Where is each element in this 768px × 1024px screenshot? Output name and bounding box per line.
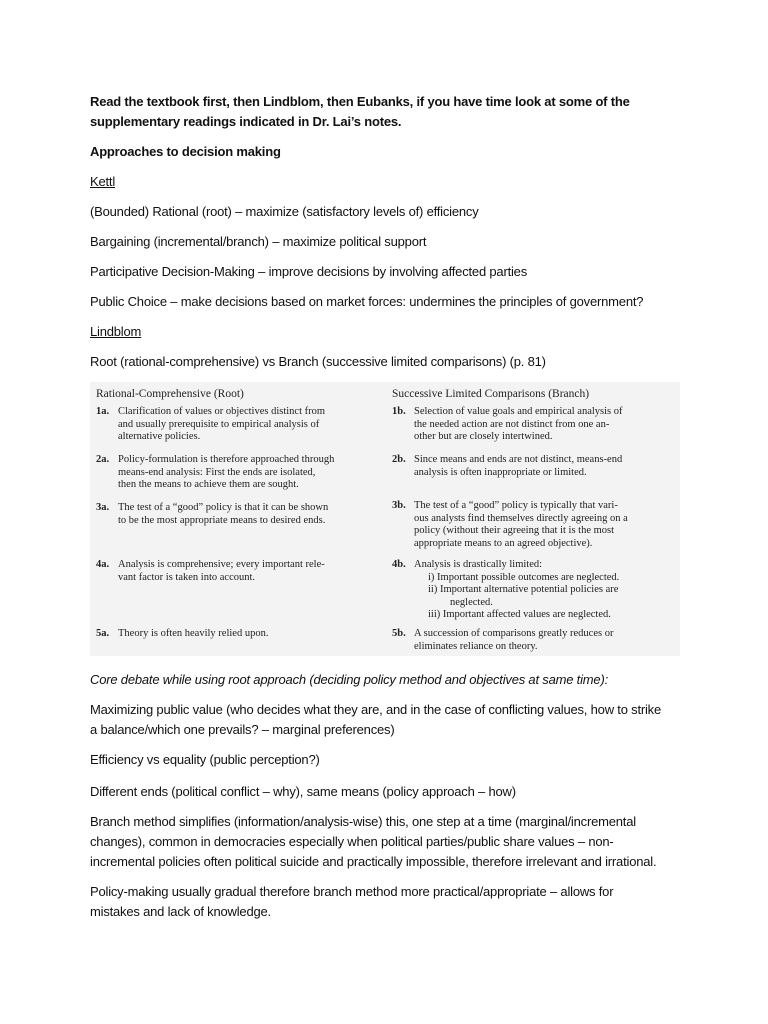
paragraph-line: Policy-making usually gradual therefore branch method more practical/appropriate – allows for	[90, 884, 614, 899]
item-line: The test of a “good” policy is that it can be shown	[118, 502, 329, 513]
core-debate-heading: Core debate while using root approach (deciding policy method and objectives at same time):	[90, 672, 608, 687]
item-line: eliminates reliance on theory.	[414, 640, 538, 652]
root-column-header: Rational-Comprehensive (Root)	[96, 388, 244, 400]
item-number: 1a.	[96, 406, 110, 417]
branch-method-paragraph	[90, 812, 690, 872]
item-line: means-end analysis: First the ends are isolated,	[118, 466, 316, 478]
branch-item	[392, 454, 674, 479]
root-item	[96, 502, 376, 527]
paragraph-line: Maximizing public value (who decides what they are, and in the case of conflicting values, how to strike	[90, 702, 662, 717]
item-number: 5a.	[96, 628, 110, 639]
item-line: Analysis is comprehensive; every important rele-	[118, 559, 325, 570]
item-subline: iii) Important affected values are neglected.	[428, 609, 611, 620]
item-line: alternative policies.	[118, 431, 201, 442]
paragraph-line: incremental policies often political suicide and practically impossible, therefore irrelevant and irrational.	[90, 854, 657, 869]
branch-item	[392, 500, 674, 550]
item-line: and usually prerequisite to empirical analysis of	[118, 418, 320, 430]
item-line: A succession of comparisons greatly reduces or	[414, 628, 614, 639]
item-number: 2a.	[96, 454, 110, 465]
item-line: Policy-formulation is therefore approached through	[118, 454, 335, 465]
kettl-item-participative: Participative Decision-Making – improve decisions by involving affected parties	[90, 264, 528, 279]
item-number: 5b.	[392, 628, 406, 639]
paragraph-line: changes), common in democracies especially when political parties/public share values – non-	[90, 834, 614, 849]
item-number: 3b.	[392, 500, 406, 511]
root-item	[96, 628, 376, 641]
item-line: then the means to achieve them are sought.	[118, 479, 299, 490]
kettl-item-bargaining: Bargaining (incremental/branch) – maximize political support	[90, 234, 427, 249]
paragraph-line: Branch method simplifies (information/analysis-wise) this, one step at a time (marginal/incremental	[90, 814, 636, 829]
item-line: Theory is often heavily relied upon.	[118, 628, 269, 639]
item-line: Clarification of values or objectives distinct from	[118, 406, 326, 417]
root-item	[96, 406, 376, 444]
efficiency-line: Efficiency vs equality (public perception?)	[90, 752, 320, 767]
item-line: Analysis is drastically limited:	[414, 559, 543, 570]
item-line: appropriate means to an agreed objective).	[414, 537, 593, 549]
item-line: ous analysts find themselves directly agreeing on a	[414, 512, 628, 524]
intro-paragraph	[90, 92, 690, 132]
root-item	[96, 559, 376, 584]
item-line: vant factor is taken into account.	[118, 571, 256, 583]
maximizing-paragraph	[90, 700, 690, 740]
branch-item	[392, 628, 674, 653]
item-subline: i) Important possible outcomes are neglected.	[428, 571, 620, 583]
heading-lindblom: Lindblom	[90, 324, 142, 339]
item-line: Selection of value goals and empirical analysis of	[414, 406, 623, 417]
branch-item	[392, 559, 674, 622]
branch-item	[392, 406, 674, 444]
heading-approaches: Approaches to decision making	[90, 144, 281, 159]
item-line: to be the most appropriate means to desired ends.	[118, 514, 326, 526]
item-line: analysis is often inappropriate or limited.	[414, 466, 587, 478]
item-number: 2b.	[392, 454, 406, 465]
item-line: other but are closely intertwined.	[414, 431, 553, 442]
item-line: policy (without their agreeing that it is the most	[414, 525, 615, 536]
item-number: 3a.	[96, 502, 110, 513]
root-item	[96, 454, 376, 492]
item-line: Since means and ends are not distinct, means-end	[414, 454, 623, 465]
kettl-item-public-choice: Public Choice – make decisions based on market forces: undermines the principles of government?	[90, 294, 644, 309]
item-line: the needed action are not distinct from one an-	[414, 418, 610, 430]
intro-line: Read the textbook first, then Lindblom, then Eubanks, if you have time look at some of the	[90, 94, 630, 109]
item-number: 4b.	[392, 559, 406, 570]
item-subline: ii) Important alternative potential policies are	[428, 584, 619, 595]
item-number: 4a.	[96, 559, 110, 570]
comparison-table-image	[90, 382, 680, 656]
kettl-item-rational: (Bounded) Rational (root) – maximize (satisfactory levels of) efficiency	[90, 204, 479, 219]
item-subline: neglected.	[450, 596, 493, 608]
heading-kettl: Kettl	[90, 174, 116, 189]
intro-line: supplementary readings indicated in Dr. Lai’s notes.	[90, 114, 402, 129]
item-number: 1b.	[392, 406, 406, 417]
different-ends-line: Different ends (political conflict – why), same means (policy approach – how)	[90, 784, 516, 799]
paragraph-line: mistakes and lack of knowledge.	[90, 904, 271, 919]
branch-column-header: Successive Limited Comparisons (Branch)	[392, 388, 590, 400]
item-line: The test of a “good” policy is typically that vari-	[414, 500, 618, 511]
paragraph-line: a balance/which one prevails? – marginal preferences)	[90, 722, 395, 737]
root-vs-branch-line: Root (rational-comprehensive) vs Branch (successive limited comparisons) (p. 81)	[90, 354, 546, 369]
policy-making-paragraph	[90, 882, 690, 922]
